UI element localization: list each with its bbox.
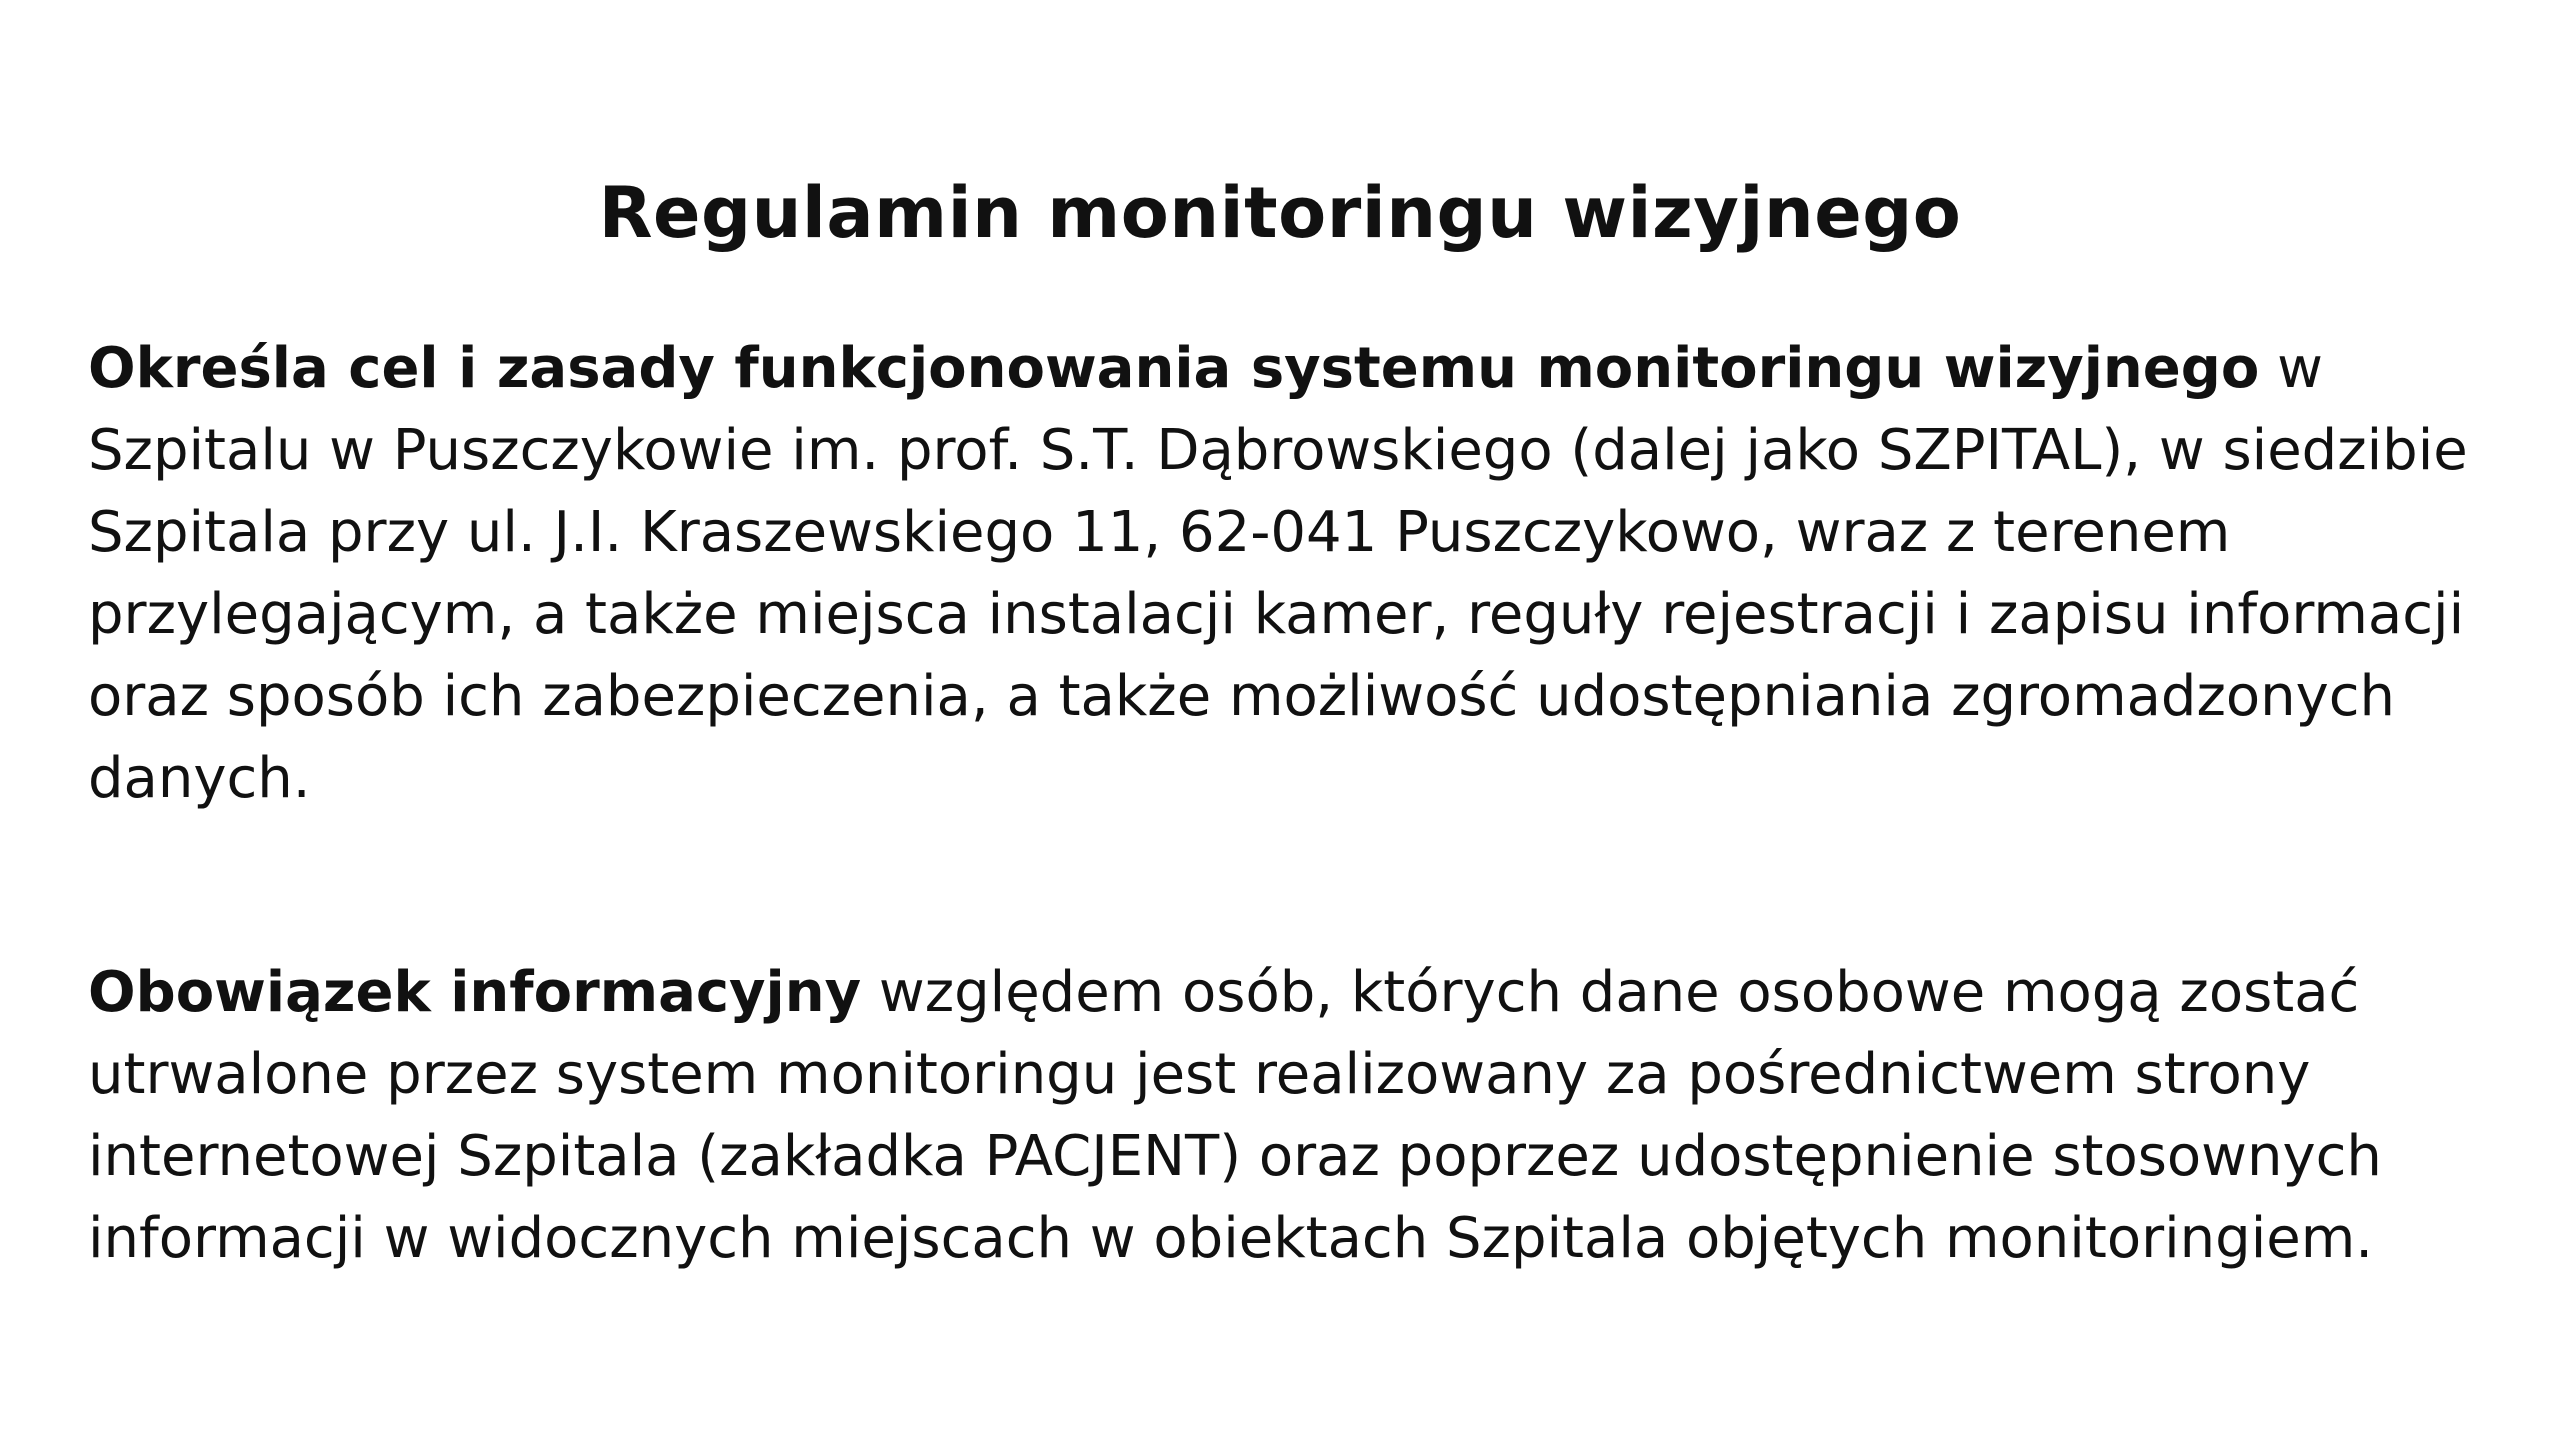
paragraph-information-duty-lead: Obowiązek informacyjny xyxy=(88,960,862,1025)
paragraph-purpose-text: w Szpitalu w Puszczykowie im. prof. S.T. Dąbrowskiego (dalej jako SZPITAL), w siedzibie Szpitala przy ul. J.I. Kraszewskiego 11, 62-041 Puszczykowo, wraz z terenem przylegającym, a także miejsca instalacji kamer, reguły rejestracji i zapisu informacji oraz sposób ich zabezpieczenia, a także możliwość udostępniania zgromadzonych danych. xyxy=(88,336,2468,811)
paragraph-information-duty xyxy=(88,952,2508,1280)
paragraph-purpose xyxy=(88,328,2508,820)
slide-title: Regulamin monitoringu wizyjnego xyxy=(598,172,1962,254)
paragraph-information-duty-text: względem osób, których dane osobowe mogą zostać utrwalone przez system monitoringu jest realizowany za pośrednictwem strony internetowej Szpitala (zakładka PACJENT) oraz poprzez udostępnienie stosownych informacji w widocznych miejscach w obiektach Szpitala objętych monitoringiem. xyxy=(88,960,2382,1271)
paragraph-purpose-lead: Określa cel i zasady funkcjonowania systemu monitoringu wizyjnego xyxy=(88,336,2260,401)
